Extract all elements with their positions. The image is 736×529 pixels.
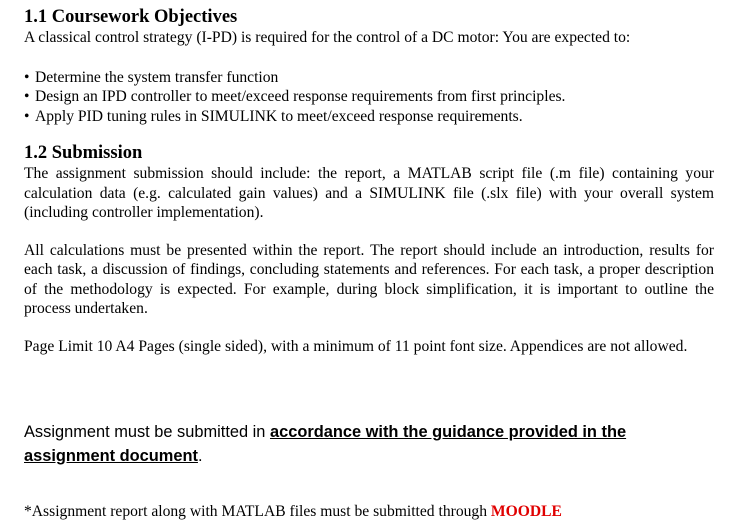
objective-item [24, 107, 714, 127]
page-limit-paragraph: Page Limit 10 A4 Pages (single sided), with a minimum of 11 point font size. Appendices are not allowed. [24, 337, 688, 355]
submission-paragraph: The assignment submission should include: the report, a MATLAB script file (.m file) containing your calculation data (e.g. calculated gain values) and a SIMULINK file (.slx file) with your overall system (including controller implementation). [24, 165, 714, 221]
submission-notice [24, 420, 684, 468]
section-heading-objectives: 1.1 Coursework Objectives [24, 7, 238, 27]
document-body [24, 6, 714, 356]
section-heading-submission: 1.2 Submission [24, 143, 143, 163]
calculations-paragraph: All calculations must be presented within the report. The report should include an introduction, results for each task, a discussion of findings, concluding statements and references. For each task, a proper description of the methodology is expected. For example, during block simplification, it is important to outline the process undertaken. [24, 241, 714, 317]
moodle-label: MOODLE [490, 503, 562, 520]
objective-text: Design an IPD controller to meet/exceed response requirements from first principles. [35, 88, 566, 105]
objective-text: Apply PID tuning rules in SIMULINK to meet/exceed response requirements. [35, 107, 523, 125]
footer-note [24, 502, 562, 522]
bullet-icon: • [24, 68, 30, 86]
objectives-list [24, 68, 714, 127]
bullet-icon: • [24, 107, 30, 125]
footer-text: *Assignment report along with MATLAB files must be submitted through [24, 503, 491, 520]
objectives-intro: A classical control strategy (I-PD) is required for the control of a DC motor: You are expected to: [24, 29, 631, 46]
notice-text: Assignment must be submitted in [24, 423, 270, 441]
notice-period: . [197, 447, 203, 465]
objective-text: Determine the system transfer function [35, 68, 279, 86]
objective-item [24, 87, 714, 107]
objective-item [24, 68, 714, 88]
guidance-link[interactable]: accordance with the guidance provided in the assignment document [24, 423, 627, 465]
bullet-icon: • [24, 88, 30, 105]
